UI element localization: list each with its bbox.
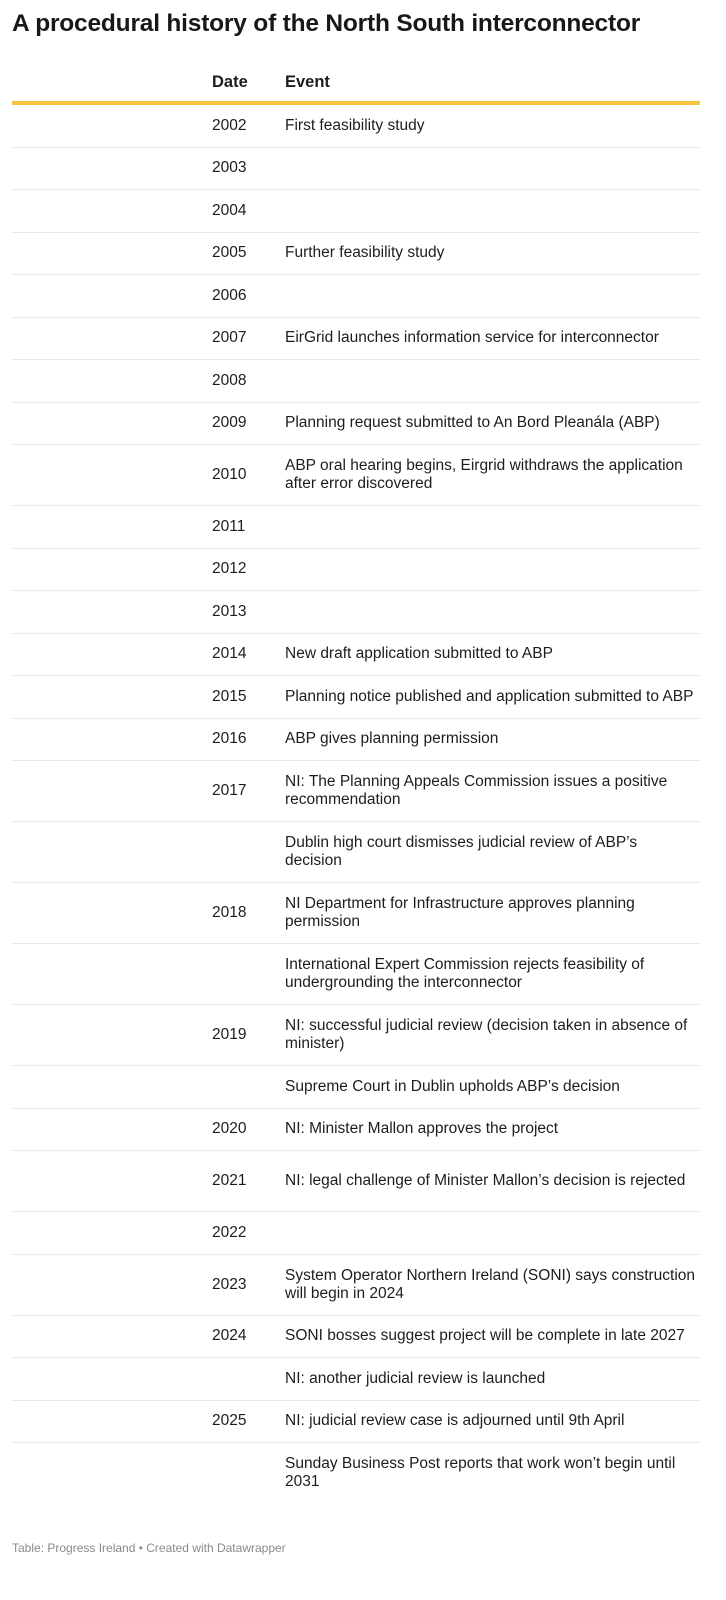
table-row (12, 1443, 700, 1504)
date-cell: 2022 (212, 1212, 285, 1255)
event-cell: ABP gives planning permission (285, 718, 700, 761)
timeline-table-container (12, 64, 700, 1503)
row-label-cell (12, 275, 212, 318)
date-cell: 2013 (212, 591, 285, 634)
row-label-cell (12, 190, 212, 233)
event-cell: ABP oral hearing begins, Eirgrid withdraws the application after error discovered (285, 445, 700, 506)
event-cell: SONI bosses suggest project will be complete in late 2027 (285, 1315, 700, 1358)
event-cell: NI: The Planning Appeals Commission issues a positive recommendation (285, 761, 700, 822)
event-cell (285, 360, 700, 403)
row-label-cell (12, 1315, 212, 1358)
event-cell: Dublin high court dismisses judicial review of ABP’s decision (285, 822, 700, 883)
date-cell: 2003 (212, 147, 285, 190)
date-cell: 2025 (212, 1400, 285, 1443)
row-label-cell (12, 317, 212, 360)
table-row (12, 591, 700, 634)
date-cell: 2014 (212, 633, 285, 676)
date-cell: 2009 (212, 402, 285, 445)
timeline-table (12, 64, 700, 1503)
event-cell (285, 591, 700, 634)
row-label-cell (12, 718, 212, 761)
row-label-cell (12, 548, 212, 591)
date-cell: 2021 (212, 1151, 285, 1212)
date-cell (212, 1443, 285, 1504)
date-cell: 2002 (212, 103, 285, 147)
table-row (12, 1254, 700, 1315)
row-label-cell (12, 1254, 212, 1315)
table-row (12, 1358, 700, 1401)
table-row (12, 633, 700, 676)
date-cell: 2016 (212, 718, 285, 761)
date-cell: 2018 (212, 883, 285, 944)
table-row (12, 718, 700, 761)
table-row (12, 1212, 700, 1255)
table-row (12, 317, 700, 360)
date-cell (212, 944, 285, 1005)
column-header-date[interactable]: Date (212, 64, 285, 103)
date-cell: 2005 (212, 232, 285, 275)
date-cell: 2004 (212, 190, 285, 233)
date-cell: 2010 (212, 445, 285, 506)
row-label-cell (12, 103, 212, 147)
date-cell: 2015 (212, 676, 285, 719)
event-cell (285, 506, 700, 549)
date-cell: 2008 (212, 360, 285, 403)
row-label-cell (12, 1358, 212, 1401)
date-cell (212, 822, 285, 883)
table-row (12, 548, 700, 591)
date-cell: 2006 (212, 275, 285, 318)
row-label-cell (12, 1151, 212, 1212)
table-row (12, 445, 700, 506)
row-label-cell (12, 676, 212, 719)
row-label-cell (12, 147, 212, 190)
date-cell: 2024 (212, 1315, 285, 1358)
event-cell (285, 275, 700, 318)
row-label-cell (12, 1443, 212, 1504)
date-cell (212, 1066, 285, 1109)
table-row (12, 1315, 700, 1358)
date-cell (212, 1358, 285, 1401)
event-cell (285, 147, 700, 190)
row-label-cell (12, 506, 212, 549)
table-row (12, 360, 700, 403)
table-row (12, 883, 700, 944)
event-cell: NI: judicial review case is adjourned until 9th April (285, 1400, 700, 1443)
table-row (12, 1005, 700, 1066)
date-cell: 2007 (212, 317, 285, 360)
header-row (12, 64, 700, 103)
table-header (12, 64, 700, 103)
event-cell: EirGrid launches information service for interconnector (285, 317, 700, 360)
table-row (12, 147, 700, 190)
table-row (12, 822, 700, 883)
page-title: A procedural history of the North South interconnector (12, 10, 641, 37)
table-row (12, 1066, 700, 1109)
event-cell (285, 190, 700, 233)
table-row (12, 761, 700, 822)
row-label-cell (12, 360, 212, 403)
row-label-cell (12, 402, 212, 445)
column-header-event[interactable]: Event (285, 64, 700, 103)
table-row (12, 402, 700, 445)
row-label-cell (12, 944, 212, 1005)
event-cell: New draft application submitted to ABP (285, 633, 700, 676)
event-cell: NI: successful judicial review (decision taken in absence of minister) (285, 1005, 700, 1066)
table-row (12, 1400, 700, 1443)
column-header-blank (12, 64, 212, 103)
row-label-cell (12, 633, 212, 676)
date-cell: 2020 (212, 1108, 285, 1151)
row-label-cell (12, 761, 212, 822)
table-row (12, 103, 700, 147)
table-row (12, 1108, 700, 1151)
source-credit: Table: Progress Ireland • Created with Datawrapper (12, 1541, 286, 1555)
event-cell: Sunday Business Post reports that work won’t begin until 2031 (285, 1455, 676, 1490)
row-label-cell (12, 232, 212, 275)
table-body (12, 103, 700, 1503)
row-label-cell (12, 883, 212, 944)
event-cell: Further feasibility study (285, 232, 700, 275)
table-row (12, 506, 700, 549)
table-row (12, 232, 700, 275)
row-label-cell (12, 1400, 212, 1443)
table-row (12, 944, 700, 1005)
row-label-cell (12, 1066, 212, 1109)
table-row (12, 190, 700, 233)
date-cell: 2019 (212, 1005, 285, 1066)
event-cell: NI Department for Infrastructure approves planning permission (285, 883, 700, 944)
row-label-cell (12, 591, 212, 634)
event-cell: NI: another judicial review is launched (285, 1358, 700, 1401)
table-row (12, 1151, 700, 1212)
table-row (12, 275, 700, 318)
table-row (12, 676, 700, 719)
date-cell: 2023 (212, 1254, 285, 1315)
row-label-cell (12, 1108, 212, 1151)
event-cell: NI: legal challenge of Minister Mallon’s decision is rejected (285, 1151, 700, 1212)
date-cell: 2012 (212, 548, 285, 591)
row-label-cell (12, 445, 212, 506)
event-cell (285, 548, 700, 591)
event-cell: System Operator Northern Ireland (SONI) says construction will begin in 2024 (285, 1254, 700, 1315)
event-cell: NI: Minister Mallon approves the project (285, 1108, 700, 1151)
row-label-cell (12, 1005, 212, 1066)
row-label-cell (12, 1212, 212, 1255)
event-cell: Planning request submitted to An Bord Pleanála (ABP) (285, 402, 700, 445)
date-cell: 2017 (212, 761, 285, 822)
event-cell: Supreme Court in Dublin upholds ABP’s decision (285, 1066, 700, 1109)
date-cell: 2011 (212, 506, 285, 549)
event-cell: First feasibility study (285, 103, 700, 147)
row-label-cell (12, 822, 212, 883)
event-cell: Planning notice published and application submitted to ABP (285, 676, 700, 719)
event-cell: International Expert Commission rejects feasibility of undergrounding the interconnector (285, 944, 700, 1005)
event-cell (285, 1212, 700, 1255)
